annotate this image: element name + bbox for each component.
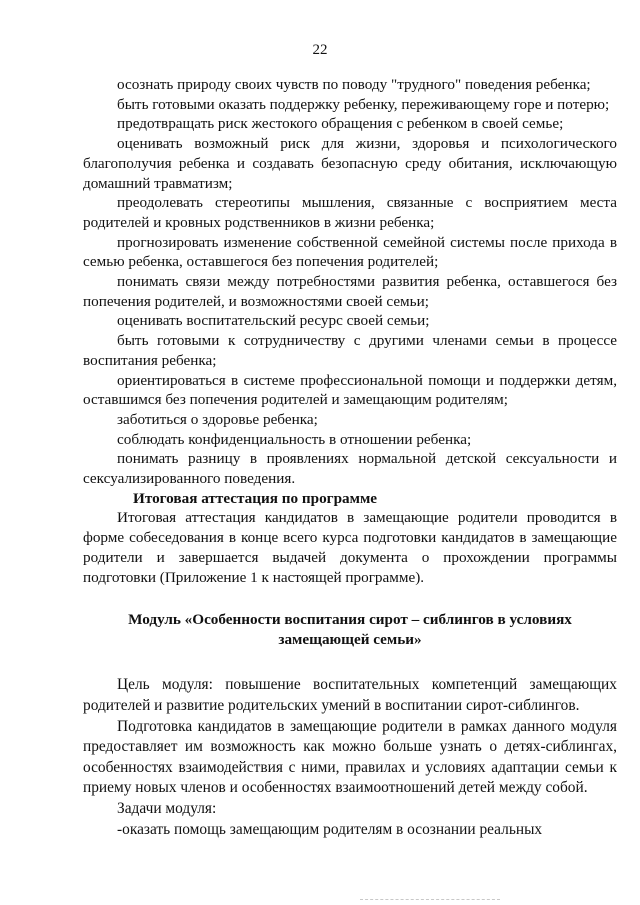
module-goal: Цель модуля: повышение воспитательных компетенций замещающих родителей и развитие родительских умений в воспитании сирот-сиблингов. [83,676,617,714]
list-item: оценивать воспитательский ресурс своей семьи; [117,312,430,330]
list-item: ориентироваться в системе профессиональной помощи и поддержки детям, оставшимся без попечения родителей и замещающим родителям; [83,371,617,409]
list-item: быть готовыми к сотрудничеству с другими членами семьи в процессе воспитания ребенка; [83,332,617,369]
module-tasks-label: Задачи модуля: [117,799,217,817]
module-body [83,675,617,840]
module-description: Подготовка кандидатов в замещающие родители в рамках данного модуля предоставляет им возможность как можно больше узнать о детях-сиблингах, особенностях взаимодействия с ними, правилах и условиях адаптации семьи к приему новых членов и особенностях взаимоотношений детей между собой. [83,717,617,797]
list-item: понимать связи между потребностями развития ребенка, оставшегося без попечения родителей, и возможностями своей семьи; [83,273,617,310]
list-item: понимать разницу в проявлениях нормальной детской сексуальности и сексуализированного поведения. [83,450,617,488]
list-item: оценивать возможный риск для жизни, здоровья и психологического благополучия ребенка и создавать безопасную среду обитания, исключающую домашний травматизм; [83,135,617,192]
module-section [83,610,617,840]
attestation-text: Итоговая аттестация кандидатов в замещающие родители проводится в форме собеседования в конце всего курса подготовки кандидатов в замещающие родители и завершается выдачей документа о прохождении программы подготовки (Приложение 1 к настоящей программе). [83,509,617,586]
list-item: предотвращать риск жестокого обращения с ребенком в своей семье; [117,115,564,133]
scan-artifact-line [360,899,500,902]
page-number: 22 [312,42,328,58]
attestation-heading: Итоговая аттестация по программе [133,489,378,507]
list-item: заботиться о здоровье ребенка; [117,410,318,428]
list-item: осознать природу своих чувств по поводу "трудного" поведения ребенка; [117,76,591,93]
module-title: Модуль «Особенности воспитания сирот – сиблингов в условиях замещающей семьи» [128,611,572,648]
skills-list [83,75,617,587]
list-item: прогнозировать изменение собственной семейной системы после прихода в семью ребенка, оставшегося без попечения родителей; [83,233,617,271]
module-task-item: -оказать помощь замещающим родителям в осознании реальных [117,820,543,838]
list-item: быть готовыми оказать поддержку ребенку, переживающему горе и потерю; [117,95,610,113]
list-item: соблюдать конфиденциальность в отношении ребенка; [117,430,472,448]
list-item: преодолевать стереотипы мышления, связанные с восприятием места родителей и кровных родственников в жизни ребенка; [83,194,617,231]
